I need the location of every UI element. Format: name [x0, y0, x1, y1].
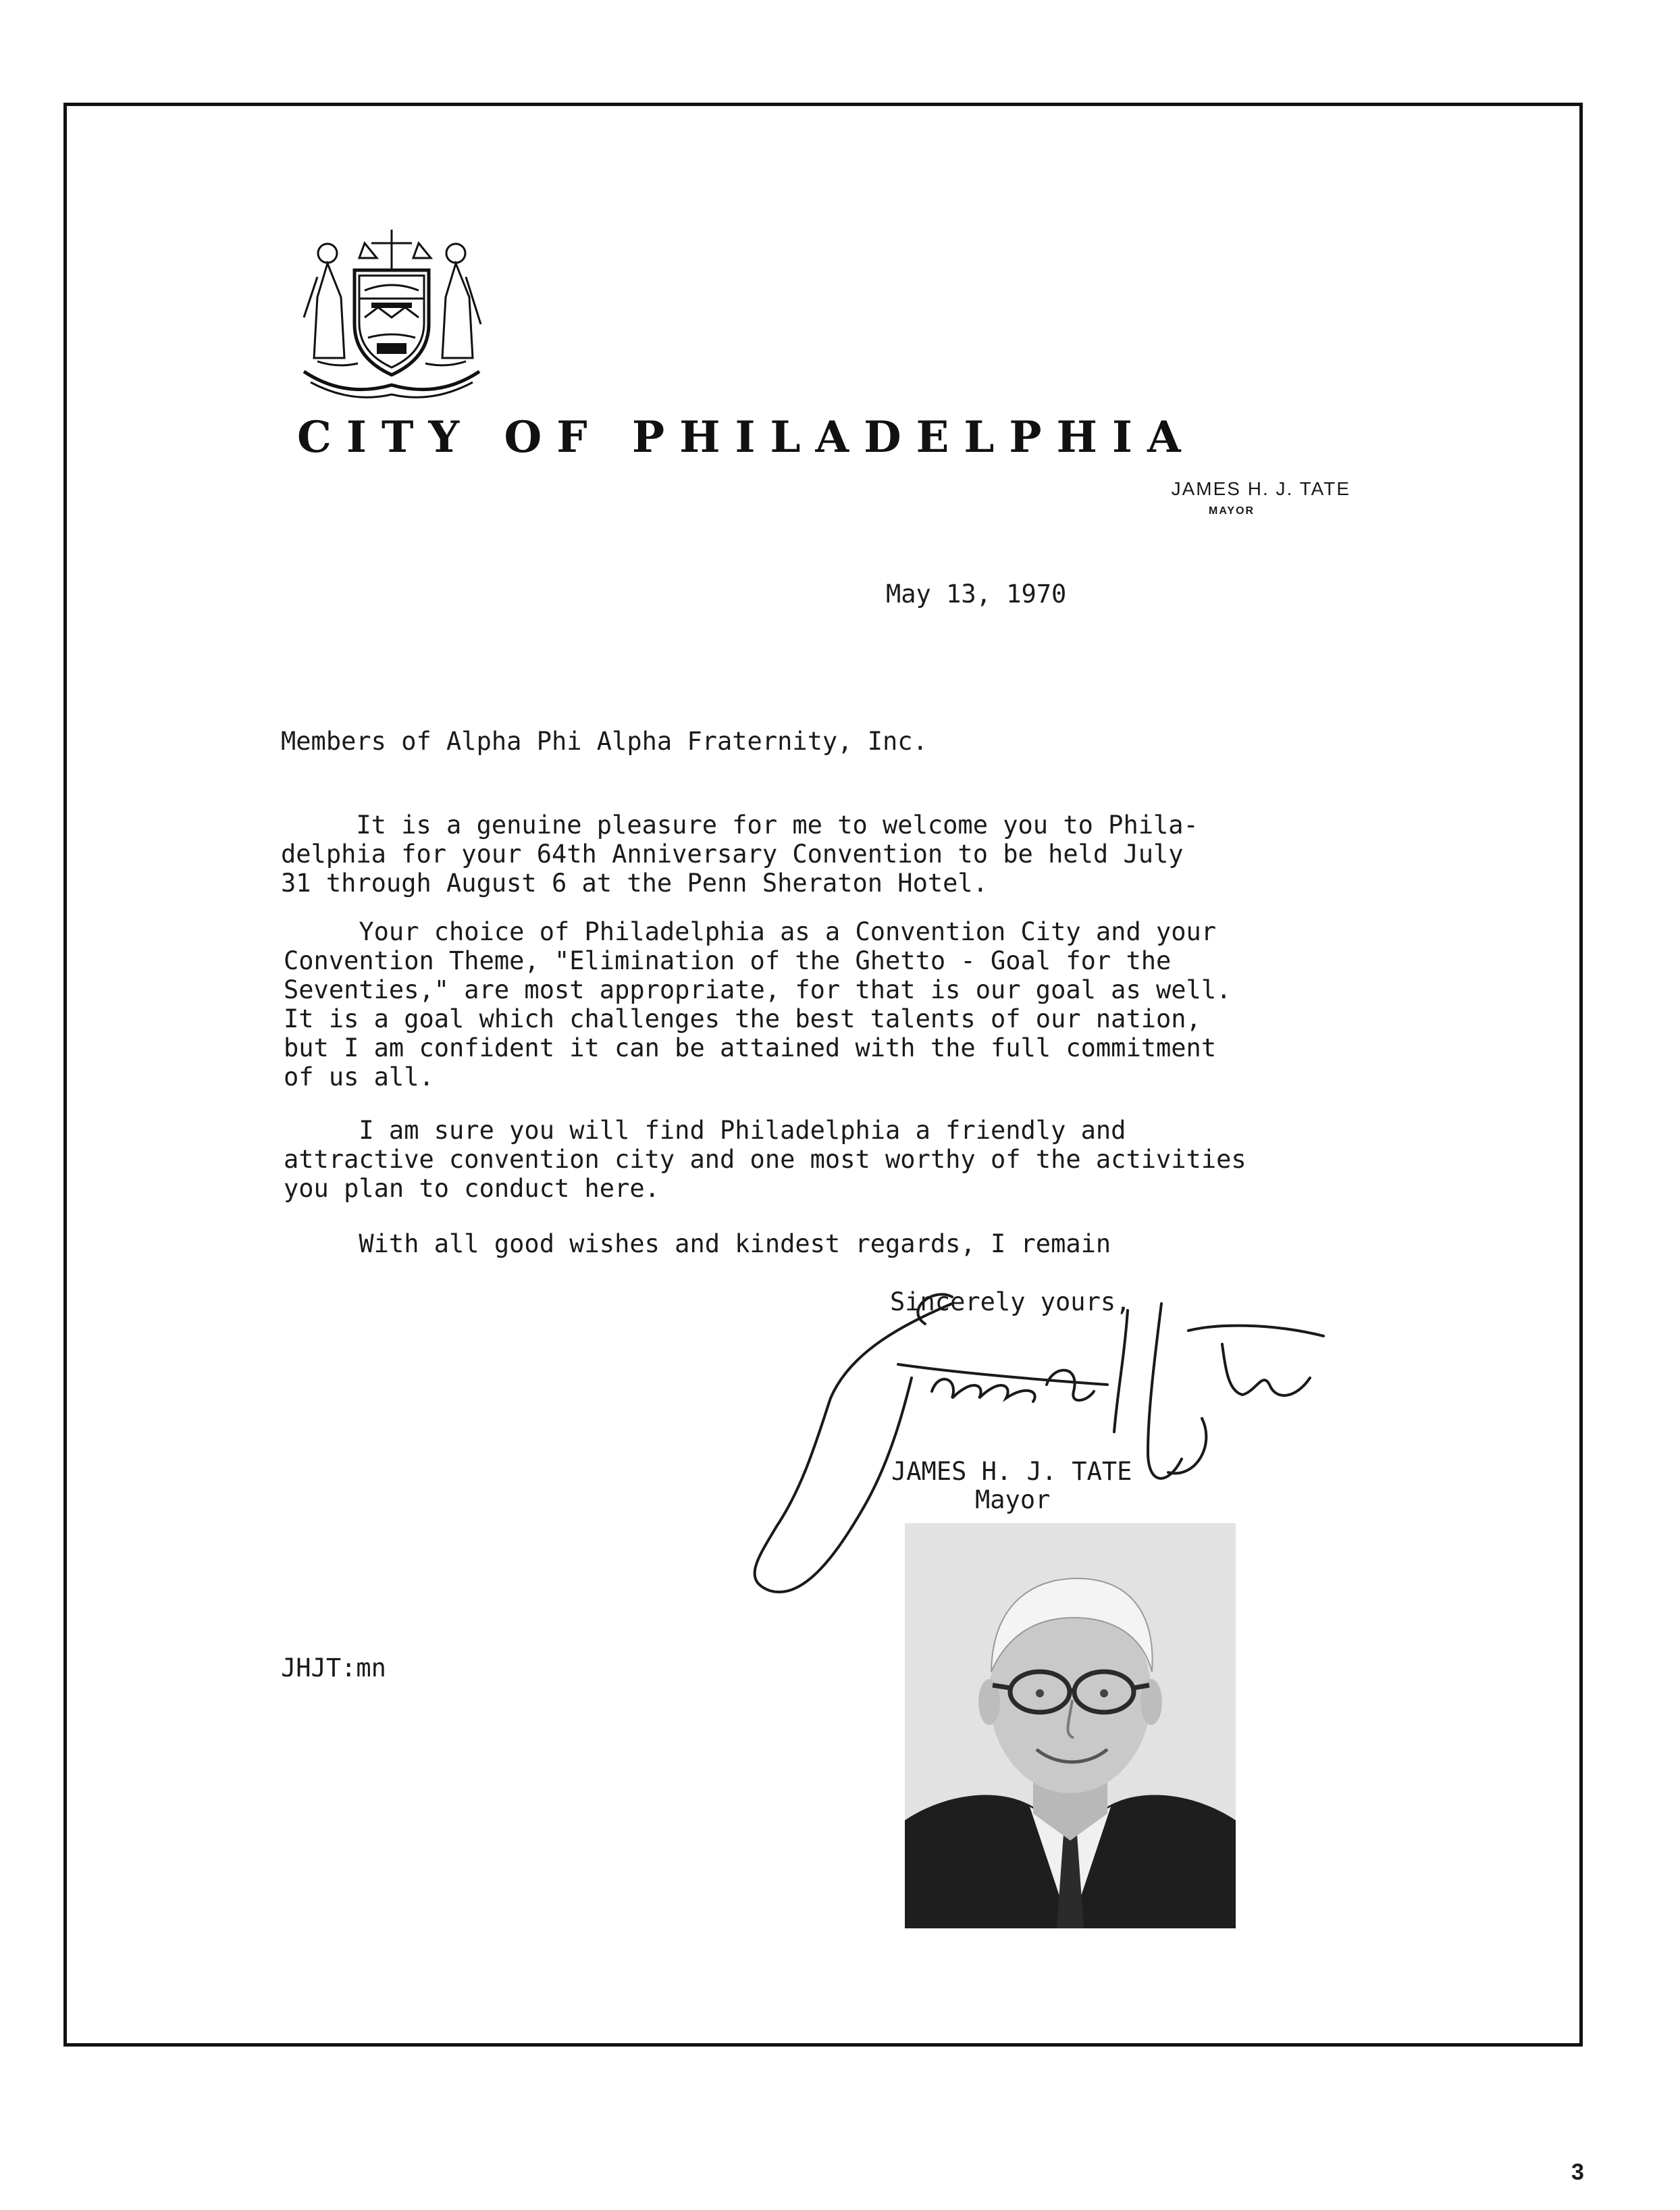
- body-paragraph-4: With all good wishes and kindest regards, I remain: [284, 1229, 1111, 1258]
- body-paragraph-1: It is a genuine pleasure for me to welcome you to Phila- delphia for your 64th Anniversary Convention to be held July 31 through August 6 at the Penn Sheraton Hotel.: [281, 811, 1199, 898]
- signer-title: Mayor: [975, 1485, 1051, 1514]
- letterhead-mayor-title: MAYOR: [1209, 505, 1255, 517]
- signer-name: JAMES H. J. TATE: [891, 1457, 1132, 1486]
- letter-date: May 13, 1970: [886, 580, 1067, 609]
- closing: Sincerely yours,: [890, 1287, 1131, 1316]
- body-paragraph-3: I am sure you will find Philadelphia a friendly and attractive convention city and one most worthy of the activities you plan to conduct here.: [284, 1116, 1246, 1203]
- city-seal-icon: [297, 223, 486, 405]
- letterhead-title: CITY OF PHILADELPHIA: [297, 412, 1196, 463]
- page-number: 3: [1571, 2159, 1584, 2185]
- typist-initials: JHJT:mn: [281, 1653, 386, 1682]
- salutation: Members of Alpha Phi Alpha Fraternity, Inc.: [281, 727, 928, 756]
- letterhead-mayor-name: JAMES H. J. TATE: [1171, 478, 1350, 499]
- mayor-portrait-photo: [905, 1523, 1236, 1928]
- body-paragraph-2: Your choice of Philadelphia as a Convention City and your Convention Theme, "Elimination of the Ghetto - Goal for the Seventies," are most appropriate, for that is our goal as well. It is a goal which challenges the best talents of our nation, but I am confident it can be attained with the full commitment of us all.: [284, 917, 1232, 1091]
